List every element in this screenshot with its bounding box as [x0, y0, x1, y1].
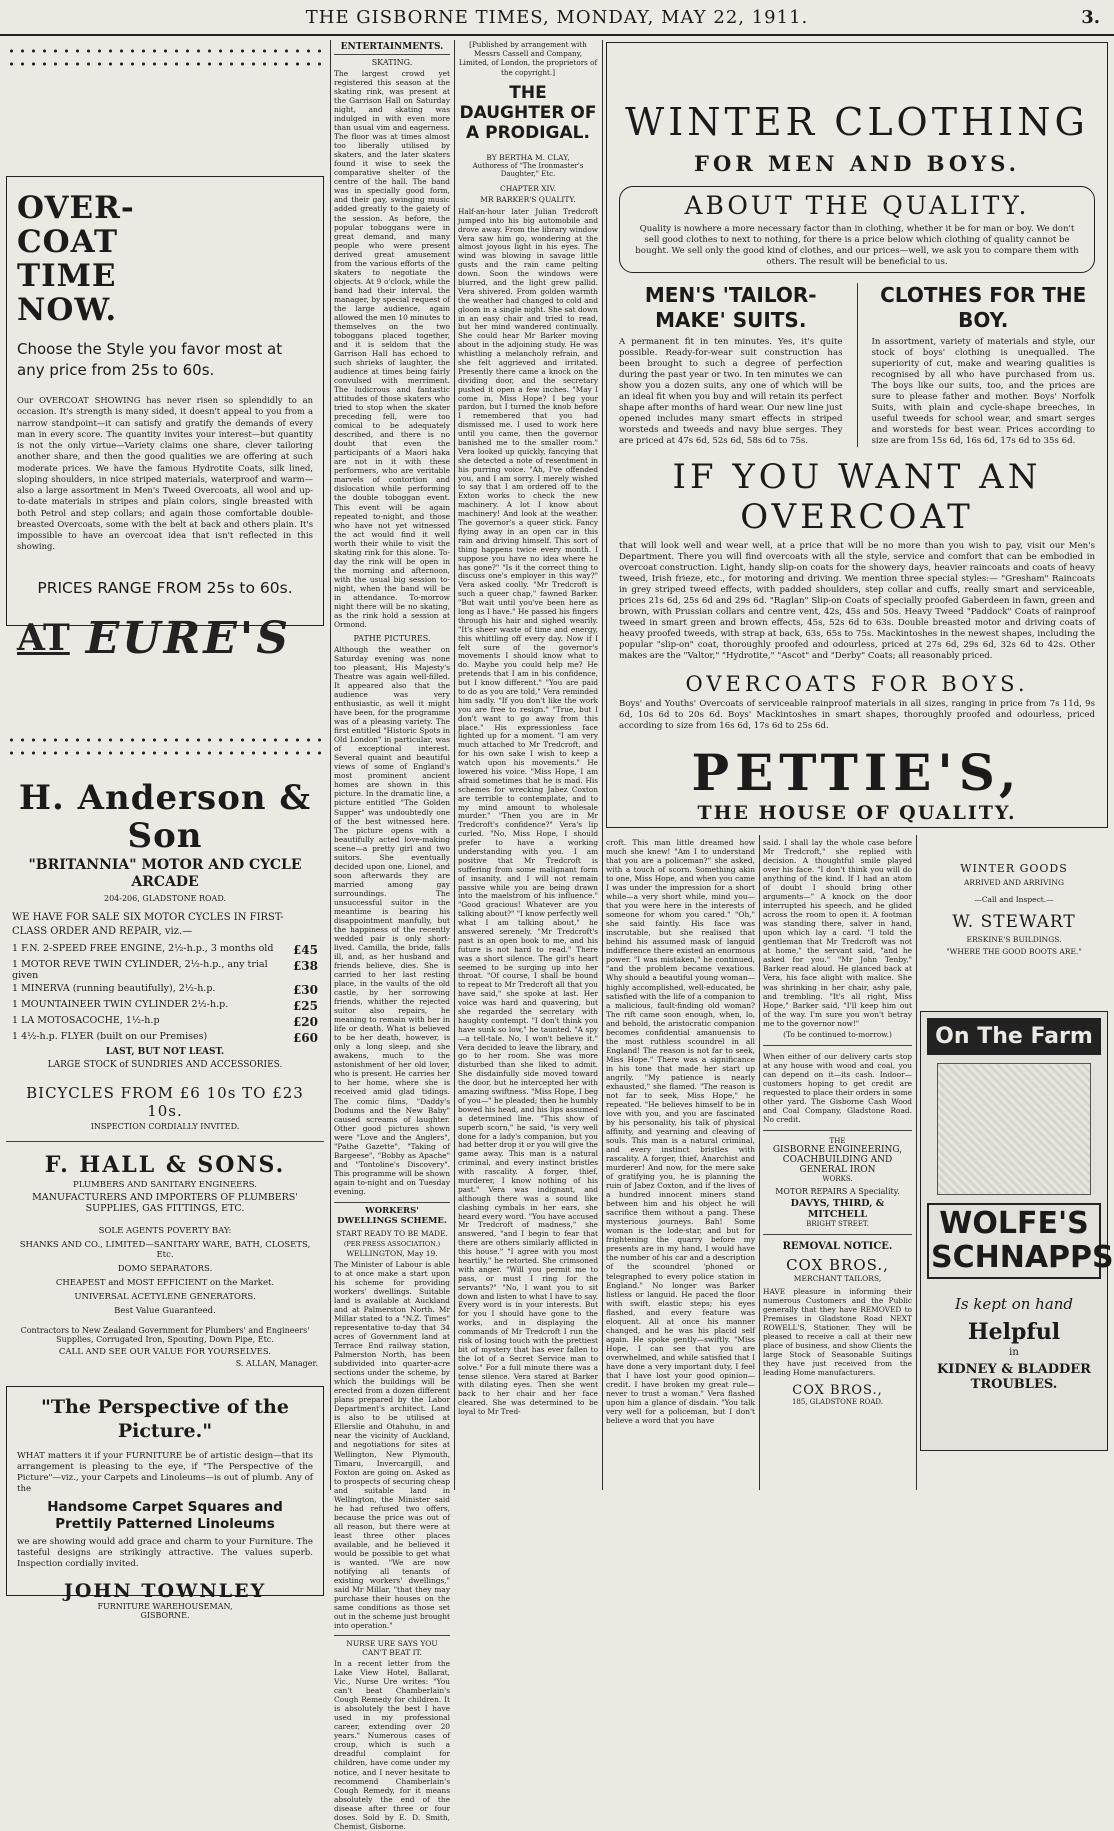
wolfe-in: in [1009, 1347, 1019, 1358]
motor-cycle-item [12, 999, 318, 1013]
petties-tagline: THE HOUSE OF QUALITY. [697, 802, 1017, 824]
davys-the: THE [829, 1136, 846, 1145]
hall-shanks: SHANKS AND CO., LIMITED—SANITARY WARE, BATH, CLOSETS, Etc. [19, 1240, 311, 1260]
hall-cheapest: CHEAPEST and MOST EFFICIENT on the Market. [55, 1278, 275, 1288]
boy-title: CLOTHES FOR THE BOY. [880, 283, 1087, 332]
boy-body: In assortment, variety of materials and style, our stock of boys' clothing is unequalled. The superiority of cut, make and wearing qualities is recognised by all who have purchased from us. The boys like our suits, too, and the prices are sure to please father and mother. Boys' Norfolk Suits, with plain and cycle-shape breeches, in useful tweeds for school wear, and smart serges and worsteds for best wear. Prices according to size are from 15s 6d, 16s 6d, 17s 6d to 35s 6d. [871, 337, 1095, 446]
skating-heading: SKATING. [371, 58, 413, 67]
workers-heading: WORKERS' DWELLINGS SCHEME. [334, 1202, 450, 1226]
skating-article: The largest crowd yet registered this season at the skating rink, was present at the Garrison Hall on Saturday night, and skating was indulged in with even more than usual vim and eagerness. The floor was at times almost too liberally utilised by skaters, and the later skaters found it wise to seek the comparative shelter of the centre of the hall. The band was in specially good form, and their gay, swinging music added greatly to the gaiety of the session. As before, the popular toboggans were in great demand, and many people who were present derived great amusement from the various efforts of the skaters to negotiate the objects. At 9 o'clock, while the band had their interval, the manager, by special request of the large audience, again allowed the men 10 minutes to themselves on the two toboggans placed together, and it is seldom that the Garrison Hall has echoed to such shrieks of laughter, the audience at times being fairly convulsed with merriment. The ludicrous and fantastic attitudes of those skaters who tried to stop when the skater preceding fell, were too comical to be adequately described, and there is no doubt that even the participants of a Maori haka are not in it with these performers, who are veritable marvels of contortion and dislocation while performing the double toboggan event. This event will be again repeated to-night, and those who have not yet witnessed the act would find it well worth their while to visit the skating rink for this alone. To-day the rink will be open in the morning and afternoon, with the usual big session to-night, when the band will be in attendance. To-morrow night there will be no skating, as the rink hold a session at Ormond. [334, 69, 450, 629]
anderson-name: H. Anderson & Son [18, 778, 312, 856]
davys-address: BRIGHT STREET. [806, 1219, 869, 1228]
column-serial-end-and-ads [763, 838, 912, 1488]
divider [6, 1141, 324, 1142]
petties-clothing-ad [606, 42, 1108, 828]
farm-illustration [937, 1063, 1091, 1195]
boys-overcoats-body: Boys' and Youths' Overcoats of serviceable rainproof materials in all sizes, ranging in price from 7s 11d, 9s 6d, 10s 6d to 20s 6d. Boys' Mackintoshes in smart shapes, thoroughly proofed and odourless, priced according to size from 16s 6d, 17s 6d to 25s 6d. [619, 699, 1095, 731]
column-serial [458, 40, 598, 1490]
serial-byline: BY BERTHA M. CLAY, [486, 152, 570, 162]
about-quality-box [619, 186, 1095, 273]
townley-name: JOHN TOWNLEY [63, 1580, 267, 1602]
motor-cycle-item [12, 1031, 318, 1045]
dotted-border [6, 749, 324, 757]
motor-cycle-desc: 1 LA MOTOSACOCHE, 1½-h.p [12, 1015, 160, 1026]
motor-cycle-list [12, 943, 318, 1045]
if-body: that will look well and wear well, at a price that will be no more than you wish to pay, visit our Men's Department. There you will find overcoats with all the style, service and comfort that can be embodied in overcoat construction. Light, handy slip-on coats for the showery days, heavier raincoats and coats of heavy tweed, Irish frieze, etc., for motoring and driving. We mention three special styles:— "Gresham" Raincoats in grey striped tweed effects, with padded shoulders, step collar and cuffs, really smart and serviceable, prices 21s 6d, 25s 6d and 29s 6d. "Raglan" Slip-on Coats of specially proofed Gaberdeen in fawn, green and brown, with Prussian collars and centre vent, 42s, 45s and 50s. Heavy Tweed "Paddock" Coats of rainproof tweed in smart green and brown effects, 45s, 52s 6d to 63s. Double breasted motor and driving coats of heavy proofed tweeds, with strap at back, 63s, 65s to 75s. Mackintoshes in the newest shapes, including the popular "slip-on" coat, thoroughly proofed and odourless, priced at 27s 6d, 29s 6d, 32s 6d to 42s. Other makes are the "Valtor," "Hydrotite," "Ascot" and "Derby" Coats; all reasonably priced. [619, 541, 1095, 661]
petties-title: WINTER CLOTHING [625, 100, 1089, 144]
stewart-call: —Call and Inspect.— [974, 895, 1054, 904]
hall-plumbers-ad [6, 1148, 324, 1372]
motor-cycle-item [12, 943, 318, 957]
hall-sub2: MANUFACTURERS AND IMPORTERS OF PLUMBERS' SUPPLIES, GAS FITTINGS, ETC. [32, 1192, 298, 1214]
townley-body: WHAT matters it if your FURNITURE be of artistic design—that its arrangement is pleasing to the eye, if "The Perspective of the Picture"—viz., your Carpets and Linoleums—is out of plumb. Any of the [17, 1451, 313, 1494]
hall-contractors: Contractors to New Zealand Government for Plumbers' and Engineers' Supplies, Corrugated Iron, Spouting, Down Pipe, Etc. [20, 1326, 310, 1344]
petties-two-column [619, 283, 1095, 447]
column-serial-continued [606, 838, 755, 1488]
divider [763, 1234, 912, 1235]
davys-line-1: GISBORNE ENGINEERING, [772, 1144, 903, 1155]
hall-sign: S. ALLAN, Manager. [235, 1359, 318, 1368]
workers-article: The Minister of Labour is able to at once make a start upon his scheme for providing workers' dwellings. Suitable land is available at Auckland and at Palmerston North. Mr Millar stated to a "N.Z. Times" representative to-day that 34 acres of Government land at Terrace End railway station, Palmerston North, has been subdivided into quarter-acre sections under the scheme, by which the buildings will be erected from a dozen different plans prepared by the Labor Department's architect. Land is also to be utilised at Ellerslie and Otahuhu, in and near the vicinity of Auckland, and negotiations for sites at Wellington, New Plymouth, Timaru, Invercargill, and Foxton are going on. Asked as to prospects of securing cheap and suitable land in Wellington, the Minister said he had refused two offers, because the price was out of all reason, but there were at least three other places available, and he believed it would be possible to get what is wanted. "We are now notifying all tenants of existing workers' dwellings," said Mr Millar, "that they may purchase their houses on the same conditions as those set out in the scheme just brought into operation." [334, 1259, 450, 1631]
workers-subheading: START READY TO BE MADE. [336, 1228, 448, 1238]
if-title: IF YOU WANT AN OVERCOAT [672, 457, 1042, 537]
eures-at: AT [17, 617, 70, 659]
serial-text-part-2: croft. This man little dreamed how much she knew! "Am I to understand that you are a policeman?" she asked, with a touch of scorn. Something akin to one, Miss Hope, and when you came I was under the impression for a short while—a very short while, mind you—that you were here in the interests of someone for whom you cared." "Oh," she said faintly. His face was inscrutable, but she realised that behind his assumed mask of languid indifference there existed an enormous power. "I was mistaken," he continued, "and the problem became vexatious. Why should a beautiful young woman—highly accomplished, well-educated, be satisfied with the life of a companion to a malicious, fault-finding old woman? The rift came soon enough, when, lo, and behold, the aristocratic companion becomes confidential amanuensis to the most ruthless scoundrel in all England! The reason is not far to seek, Miss Hope." There was a significance in his tone that made her start up angrily. "My patience is nearly exhausted," she flamed. "The reason is not far to seek, Miss Hope," he repeated. "He believes himself to be in love with you, and you are fascinated by his personality, his talk of physical affinity, and yearning and cleaving of souls. This man is a natural criminal, and every instinct bristles with rascality. A forger, thief, Anarchist and murderer! And now, for the mere sake of gratifying you, he is planning the ruin of Jabez Coxton, and if the lives of a hundred innocent miners stand between him and his object he will sacrifice them without a pang. These mysterious journeys. Bah! Some woman is the lode-star, and but for frightening the quarry before my presents are in my hand, I would have the number of his car and a description of the scoundrel 'phoned or telegraphed to every police station in England." No longer was Barker listless or languid. He paced the floor with swift, elastic steps; his eyes flashed, and every feature was eloquent. All at once his manner changed, and he was his placid self again. He spoke gently—swiftly. "Miss Hope, I can see that you are overwhelmed, and while satisfied that I have done a very important duty, I feel that I have lost your good opinion—credit. I have broken my great rule—never to trust a woman." Vera flashed upon him a glance of disdain. "You talk very well for a policeman, but I don't believe a word that you have [606, 838, 755, 1425]
stewart-name: W. STEWART [952, 912, 1076, 932]
motor-cycle-desc: 1 F.N. 2-SPEED FREE ENGINE, 2½-h.p., 3 months old [12, 943, 274, 954]
cox-address: 185, GLADSTONE ROAD. [791, 1398, 884, 1407]
townley-body2: we are showing would add grace and charm to your Furniture. The tasteful designs are strikingly attractive. The values superb. Inspection cordially invited. [17, 1537, 313, 1569]
hall-agents: SOLE AGENTS POVERTY BAY: [98, 1226, 232, 1236]
serial-text-part-1: Half-an-hour later Julian Tredcroft jumped into his big automobile and drove away. From the library window Vera saw him go, wondering at the almost joyous light in his eyes. The wind was blowing in savage little gusts and the rain came pelting down. Soon the windows were blurred, and the light grew pallid. Vera shivered. From golden warmth the weather had changed to cold and gloom in a single night. She sat down in an easy chair and tried to read, but her mind wandered continually. She could hear Mr Barker moving about in the adjoining study. He was whistling a melancholy refrain, and she felt aggrieved and irritated. Presently there came a knock on the dividing door, and the secretary pushed it open a few inches. "May I come in, Miss Hope? I beg your pardon, but I turned the knob before I remembered that you had dismissed me. I used to work here until you came, then the governor banished me to the smaller room." Vera looked up quickly, fancying that she detected a note of resentment in his purring voice. "Ah, I've offended you, and I am sorry. I merely wished to say that I am ordered off to the Exton works to check the new machinery. A lot I know about machinery! And look at the weather. The governor's a queer stick. Fancy flying away in an open car in this rain and driving himself. This sort of thing happens twice every month. I suppose you have no idea where he has gone?" "Is it the correct thing to discuss one's employer in this way?" Vera asked coolly. "Mr Tredcroft is such a queer chap," fawned Barker. "But wait until you've been here as long as I have." He passed his fingers through his hair and sighed wearily. "It's sheer waste of time and energy, this whittling off every day. Now if I felt sure of the governor's movements I should know what to do. Maybe you could help me? He pretends that I am in his confidence, but I know different." "You are paid to do as you are told," Vera reminded him sadly. "If you don't like the work you are free to resign." "True, but I don't want to go away from this place." His expressionless face lighted up for a moment. "I am very much attached to Mr Tredcroft, and for his own sake I wish to keep a watch upon his movements." He lowered his voice. "Miss Hope, I am afraid sometimes that he is mad. His schemes for wrecking Jabez Coxton are terrible to contemplate, and to my mind amount to wholesale murder." "Then you are in Mr Tredcroft's confidence?" Vera's lip curled. "No, Miss Hope, I should prefer to have a working understanding with you. I am positive that Mr Tredcroft is suffering from some malignant form of insanity, and I will not remain passive while you are being drawn into the maelstrom of his influence." "Good gracious! Whatever are you talking about?" "I know perfectly well what I am talking about," he answered serenely. "Mr Tredcroft's past is an open book to me, and his future is not hard to read." There was a short silence. The girl's heart seemed to be surging up into her throat. "Of course, I shall be bound to repeat to Mr Tredcroft all that you have said," she spoke at last. Her voice was hard and quavering, but she regarded the secretary with haughty contempt. "I don't think you have sunk so low," he taunted. "A spy—a tell-tale. No, I won't believe it." Vera decided to leave the library, and go to her room. She was more disturbed than she liked to admit. She disdainfully side moved toward the door, but he intercepted her with amazing swiftness. "Miss Hope, I beg of you—" he pleaded; then he humbly bowed his head, and his lips assumed a determined line. "This show of superb scorn," he said, "is very well done for a lady's companion, but you had better drop it or you will give the game away. This man is a natural criminal, and every instinct bristles with rascality. A forger, thief, murderer, I know nothing of his past." Vera was indignant, and although there was a sound like clashing cymbals in her ears, she heard every word. "You have accused Mr Tredcroft of madness," she answered, "and I begin to fear that there are others similarly afflicted in this house." "I agree with you most heartily," he retorted. She crimsoned with anger. "Will you permit me to pass, or must I ring for the servants?" "No, I want you to sit down and listen to what I have to say. Every word is in your interests. But for you I should have gone to the works, and in displaying the commands of Mr Tredcroft I run the risk of losing touch with the prettiest bit of mystery that has ever fallen to the lot of a Secret Service man to solve." For a full minute there was a tense silence. Vera stared at Barker with dilating eyes. Then she went back to her chair and her face cleared. She was determined to be loyal to Mr Tred- [458, 206, 598, 1417]
about-body: Quality is nowhere a more necessary factor than in clothing, whether it be for man or boy. We don't sell good clothes to next to nothing, for there is a price below which clothing of quality cannot be bought. We sell only the good kind of clothes, and our prices—well, we ask you to compare them with others. The result will be beneficial to us. [635, 224, 1079, 267]
column-rule [330, 40, 331, 1490]
serial-chapter: CHAPTER XIV. [499, 183, 557, 193]
column-rule [602, 40, 603, 1490]
hall-acetylene: UNIVERSAL ACETYLENE GENERATORS. [74, 1292, 256, 1302]
motor-cycle-price: £45 [292, 943, 318, 957]
davys-line-4: WORKS. [822, 1174, 853, 1183]
dotted-border [6, 60, 324, 68]
townley-furniture-ad [6, 1386, 324, 1620]
hall-best: Best Value Guaranteed. [114, 1306, 216, 1316]
wolfe-top: On The Farm [927, 1018, 1101, 1055]
hall-domo: DOMO SEPARATORS. [117, 1264, 213, 1274]
anderson-bicycles: BICYCLES FROM £6 10s TO £23 10s. [26, 1084, 304, 1120]
about-title: ABOUT THE QUALITY. [684, 191, 1030, 220]
townley-headline: "The Perspective of the Picture." [41, 1396, 289, 1442]
townley-feature: Handsome Carpet Squares and Prettily Patterned Linoleums [47, 1499, 283, 1532]
motor-cycle-price: £60 [292, 1031, 318, 1045]
entertainments-heading: ENTERTAINMENTS. [334, 42, 450, 55]
wolfe-trouble: KIDNEY & BLADDER TROUBLES. [937, 1362, 1091, 1392]
motor-cycle-price: £30 [292, 983, 318, 997]
column-rule [916, 835, 917, 1490]
cox-body: HAVE pleasure in informing their numerous Customers and the Public generally that they have REMOVED to Premises in Gladstone Road NEXT ROWELL'S, Stationer. They will be pleased to receive a call at their new place of business, and show Clients the large Stock of Seasonable Suitings they have just received from the leading Home manufacturers. [763, 1286, 912, 1378]
davys-name: DAVYS, THIRD, & MITCHELL [790, 1197, 885, 1220]
eures-name: EURE'S [85, 612, 292, 664]
column-rule [454, 40, 455, 1490]
boys-overcoats-title: OVERCOATS FOR BOYS. [685, 672, 1029, 696]
wolfe-helpful: Helpful [967, 1319, 1061, 1345]
serial-title: THE DAUGHTER OF A PRODIGAL. [459, 82, 597, 143]
townley-town: GISBORNE. [140, 1611, 190, 1620]
serial-chapter-title: MR BARKER'S QUALITY. [480, 194, 576, 204]
stewart-ad [920, 862, 1108, 956]
cox-name-2: COX BROS., [792, 1383, 883, 1399]
cox-bros-ad [763, 1241, 912, 1406]
column-rule [857, 283, 858, 447]
serial-note: [Published by arrangement with Messrs Cassell and Company, Limited, of London, the proprietors of the copyright.] [458, 40, 598, 77]
anderson-address: 204-206, GLADSTONE ROAD. [103, 894, 226, 903]
motor-cycle-desc: 1 MINERVA (running beautifully), 2½-h.p. [12, 983, 216, 994]
eures-overcoat-ad [6, 176, 324, 664]
davys-motor: MOTOR REPAIRS A Speciality. [775, 1186, 900, 1196]
stewart-tagline: "WHERE THE GOOD BOOTS ARE." [946, 947, 1082, 956]
dotted-border [6, 47, 324, 55]
pathe-heading: PATHE PICTURES. [353, 633, 431, 643]
pathe-article: Although the weather on Saturday evening was none too pleasant, His Majesty's Theatre was again well-filled. It appeared also that the audience was very enthusiastic, as well it might have been, for the programme was of a pleasing variety. The first entitled "Historic Spots in Old London" in particular, was of exceptional interest. Several quaint and beautiful views of some of England's most prominent ancient homes are shown in this picture. In the dramatic line, a picture entitled "The Golden Supper" was undoubtedly one of the best witnessed here. The picture opens with a beautifully acted love-making scene—a pretty girl and two suitors. She eventually decided upon one, Lionel, and soon afterwards they are married among gay surroundings. The unsuccessful suitor in the meantime is bearing his disappointment manfully, but the happiness of the recently wedded pair is only short-lived. Camilla, the bride, falls ill, and, as her husband and friends believe, dies. She is carried to her last resting place, in the vaults of the old castle, by her sorrowing friends, whither the rejected suitor also repairs, he meaning to remain with her in life or death. What is believed to be her death, however, is only a long sleep, and she awakens, much to the astonishment of her old lover, who is present. He carries her to her home, where she is received amid glad tidings. The comic films, "Daddy's Dodums and the New Baby" caused screams of laughter. Other good pictures shown were "Love and the Anglers", "Pathe Gazette", "Taking of Bargeese", "Bobby as Apache" and "Tontoline's Discovery". This programme will be shown again to-night and on Tuesday evening. [334, 644, 450, 1196]
workers-assoc: (PER PRESS ASSOCIATION.) [343, 1239, 441, 1248]
mens-title: MEN'S 'TAILOR-MAKE' SUITS. [644, 283, 817, 332]
eures-headline: OVER-COAT TIME NOW. [17, 190, 135, 328]
stewart-sub: ARRIVED AND ARRIVING [964, 878, 1064, 887]
eures-price: PRICES RANGE FROM 25s to 60s. [37, 578, 293, 597]
page-number: 3. [1081, 7, 1100, 28]
davys-ad [763, 1137, 912, 1228]
serial-continued: (To be continued to-morrow.) [783, 1029, 892, 1039]
motor-cycle-item [12, 1015, 318, 1029]
motor-cycle-desc: 1 MOTOR REVE TWIN CYLINDER, 2½-h.p., any trial given [12, 959, 268, 981]
davys-line-3: GENERAL IRON [799, 1164, 876, 1175]
motor-cycle-price: £38 [292, 959, 318, 973]
masthead [0, 0, 1114, 36]
eures-name-row [17, 613, 313, 664]
wolfe-name: WOLFE'S SCHNAPPS [927, 1203, 1101, 1279]
anderson-inspection: INSPECTION CORDIALLY INVITED. [90, 1122, 240, 1131]
column-rule [759, 835, 760, 1490]
townley-sub: FURNITURE WAREHOUSEMAN, [97, 1602, 233, 1611]
anderson-intro: WE HAVE FOR SALE SIX MOTOR CYCLES IN FIRST-CLASS ORDER AND REPAIR, viz.— [12, 912, 284, 937]
nurse-heading: NURSE URE SAYS YOU CAN'T BEAT IT. [334, 1635, 450, 1657]
boys-clothes-block [872, 283, 1096, 447]
petties-name: PETTIE'S, [691, 743, 1023, 802]
cox-removal: REMOVAL NOTICE. [782, 1240, 893, 1252]
column-ads-right [920, 838, 1114, 1488]
motor-cycle-desc: 1 MOUNTAINEER TWIN CYLINDER 2½-h.p. [12, 999, 229, 1010]
wolfe-kept: Is kept on hand [954, 1295, 1074, 1313]
motor-cycle-item [12, 983, 318, 997]
mens-body: A permanent fit in ten minutes. Yes, it's quite possible. Ready-for-wear suit construction has been brought to such a degree of perfection during the past year or two. In ten minutes we can show you a dozen suits, any one of which will be an ideal fit when you buy and will retain its perfect shape after months of hard wear. Our new line just opened includes many smart effects in striped worsteds and tweeds and navy blue serges. They are priced at 47s 6d, 52s 6d, 58s 6d to 75s. [619, 337, 843, 446]
motor-cycle-desc: 1 4½-h.p. FLYER (built on our Premises) [12, 1031, 208, 1042]
wolfes-schnapps-ad [920, 1011, 1114, 1451]
coal-notice: When either of our delivery carts stop at any house with wood and coal, you can depend on it—its cash. Indoor—customers hoping to get credit are requested to place their orders in some other yard. The Gisborne Cash Wood and Coal Company, Gladstone Road. No credit. [763, 1051, 912, 1124]
dotted-border [6, 736, 324, 744]
stewart-address: ERSKINE'S BUILDINGS. [966, 935, 1062, 944]
workers-dateline: WELLINGTON, May 19. [346, 1248, 438, 1258]
hall-name: F. HALL & SONS. [44, 1152, 286, 1178]
hall-sub: PLUMBERS AND SANITARY ENGINEERS. [72, 1180, 258, 1190]
serial-text-part-3: said. I shall lay the whole case before Mr Tredcroft," she replied with decision. A thoughtful smile played over his face. "I don't think you will do anything of the kind. If I had an atom of doubt I should bring other arguments—" A knock on the door interrupted his speech, and he glided across the room to open it. A footman was standing there, salver in hand, upon which lay a card. "I told the gentleman that Mr Tredcroft was not at home," the servant said, "and he asked for you." "Mr John Tenby," Barker read aloud. He glanced back at Vera, his face alight with malice. She was shrinking in her chair, ashy pale, and trembling. "It's all right, Miss Hope," Barker said, "I'll keep him out of the way. I'm sure you won't betray me to the governor now!" [763, 838, 912, 1028]
hall-call: CALL AND SEE OUR VALUE FOR YOURSELVES. [58, 1347, 272, 1357]
column-entertainments [334, 42, 450, 1831]
motor-cycle-price: £20 [292, 1015, 318, 1029]
column-ads-left [6, 42, 324, 1620]
eures-body: Our OVERCOAT SHOWING has never risen so splendidly to an occasion. It's strength is many sided, it doesn't appeal to you from a narrow standpoint—it can satisfy and gratify the demands of every man in every score. The quantity invites your interest—but quantity is not the only virtue—Variety claims one share, clever tailoring another share, and then the good qualities we are offering at such moderate prices. We have the famous Hydrotite Coats, silk lined, sloping shoulders, in nice striped materials, waterproof and warm—also a large assortment in Men's Tweed Overcoats, all wool and up-to-date materials in stripes and plain colors, single breasted with both Petrol and step collars; and again those comfortable double-breasted Overcoats, some with the belt at back and others plain. It's impossible to have an overcoat idea that isn't reflected in this showing. [17, 395, 313, 552]
petties-subtitle: FOR MEN AND BOYS. [694, 151, 1020, 176]
motor-cycle-item [12, 959, 318, 981]
newspaper-title: THE GISBORNE TIMES, MONDAY, MAY 22, 1911. [305, 7, 809, 28]
anderson-subtitle: "BRITANNIA" MOTOR AND CYCLE ARCADE [28, 857, 302, 890]
stewart-head: WINTER GOODS [960, 862, 1068, 875]
cox-trade: MERCHANT TAILORS, [793, 1273, 882, 1283]
eures-subhead: Choose the Style you favor most at any price from 25s to 60s. [17, 340, 283, 379]
divider [763, 1130, 912, 1131]
divider [763, 1045, 912, 1046]
anderson-last: LAST, BUT NOT LEAST. [105, 1047, 225, 1057]
anderson-motor-ad [6, 775, 324, 1135]
anderson-stock: LARGE STOCK of SUNDRIES AND ACCESSORIES. [47, 1060, 283, 1070]
nurse-article: In a recent letter from the Lake View Hotel, Ballarat, Vic., Nurse Ure writes: "You can't beat Chamberlain's Cough Remedy for children. It is absolutely the best I have used in my professional career, extending over 20 years." Numerous cases of croup, which is such a dreadful complaint for children, have come under my notice, and I never hesitate to recommend Chamberlain's Cough Remedy, for it means absolutely the end of the disease after three or four doses. Sold by E. D. Smith, Chemist, Gisborne. [334, 1659, 450, 1831]
davys-line-2: COACHBUILDING AND [782, 1154, 893, 1165]
cox-name: COX BROS., [786, 1255, 889, 1274]
mens-suits-block [619, 283, 843, 447]
serial-authors: Authoress of "The Ironmaster's Daughter," Etc. [472, 161, 584, 178]
motor-cycle-price: £25 [292, 999, 318, 1013]
